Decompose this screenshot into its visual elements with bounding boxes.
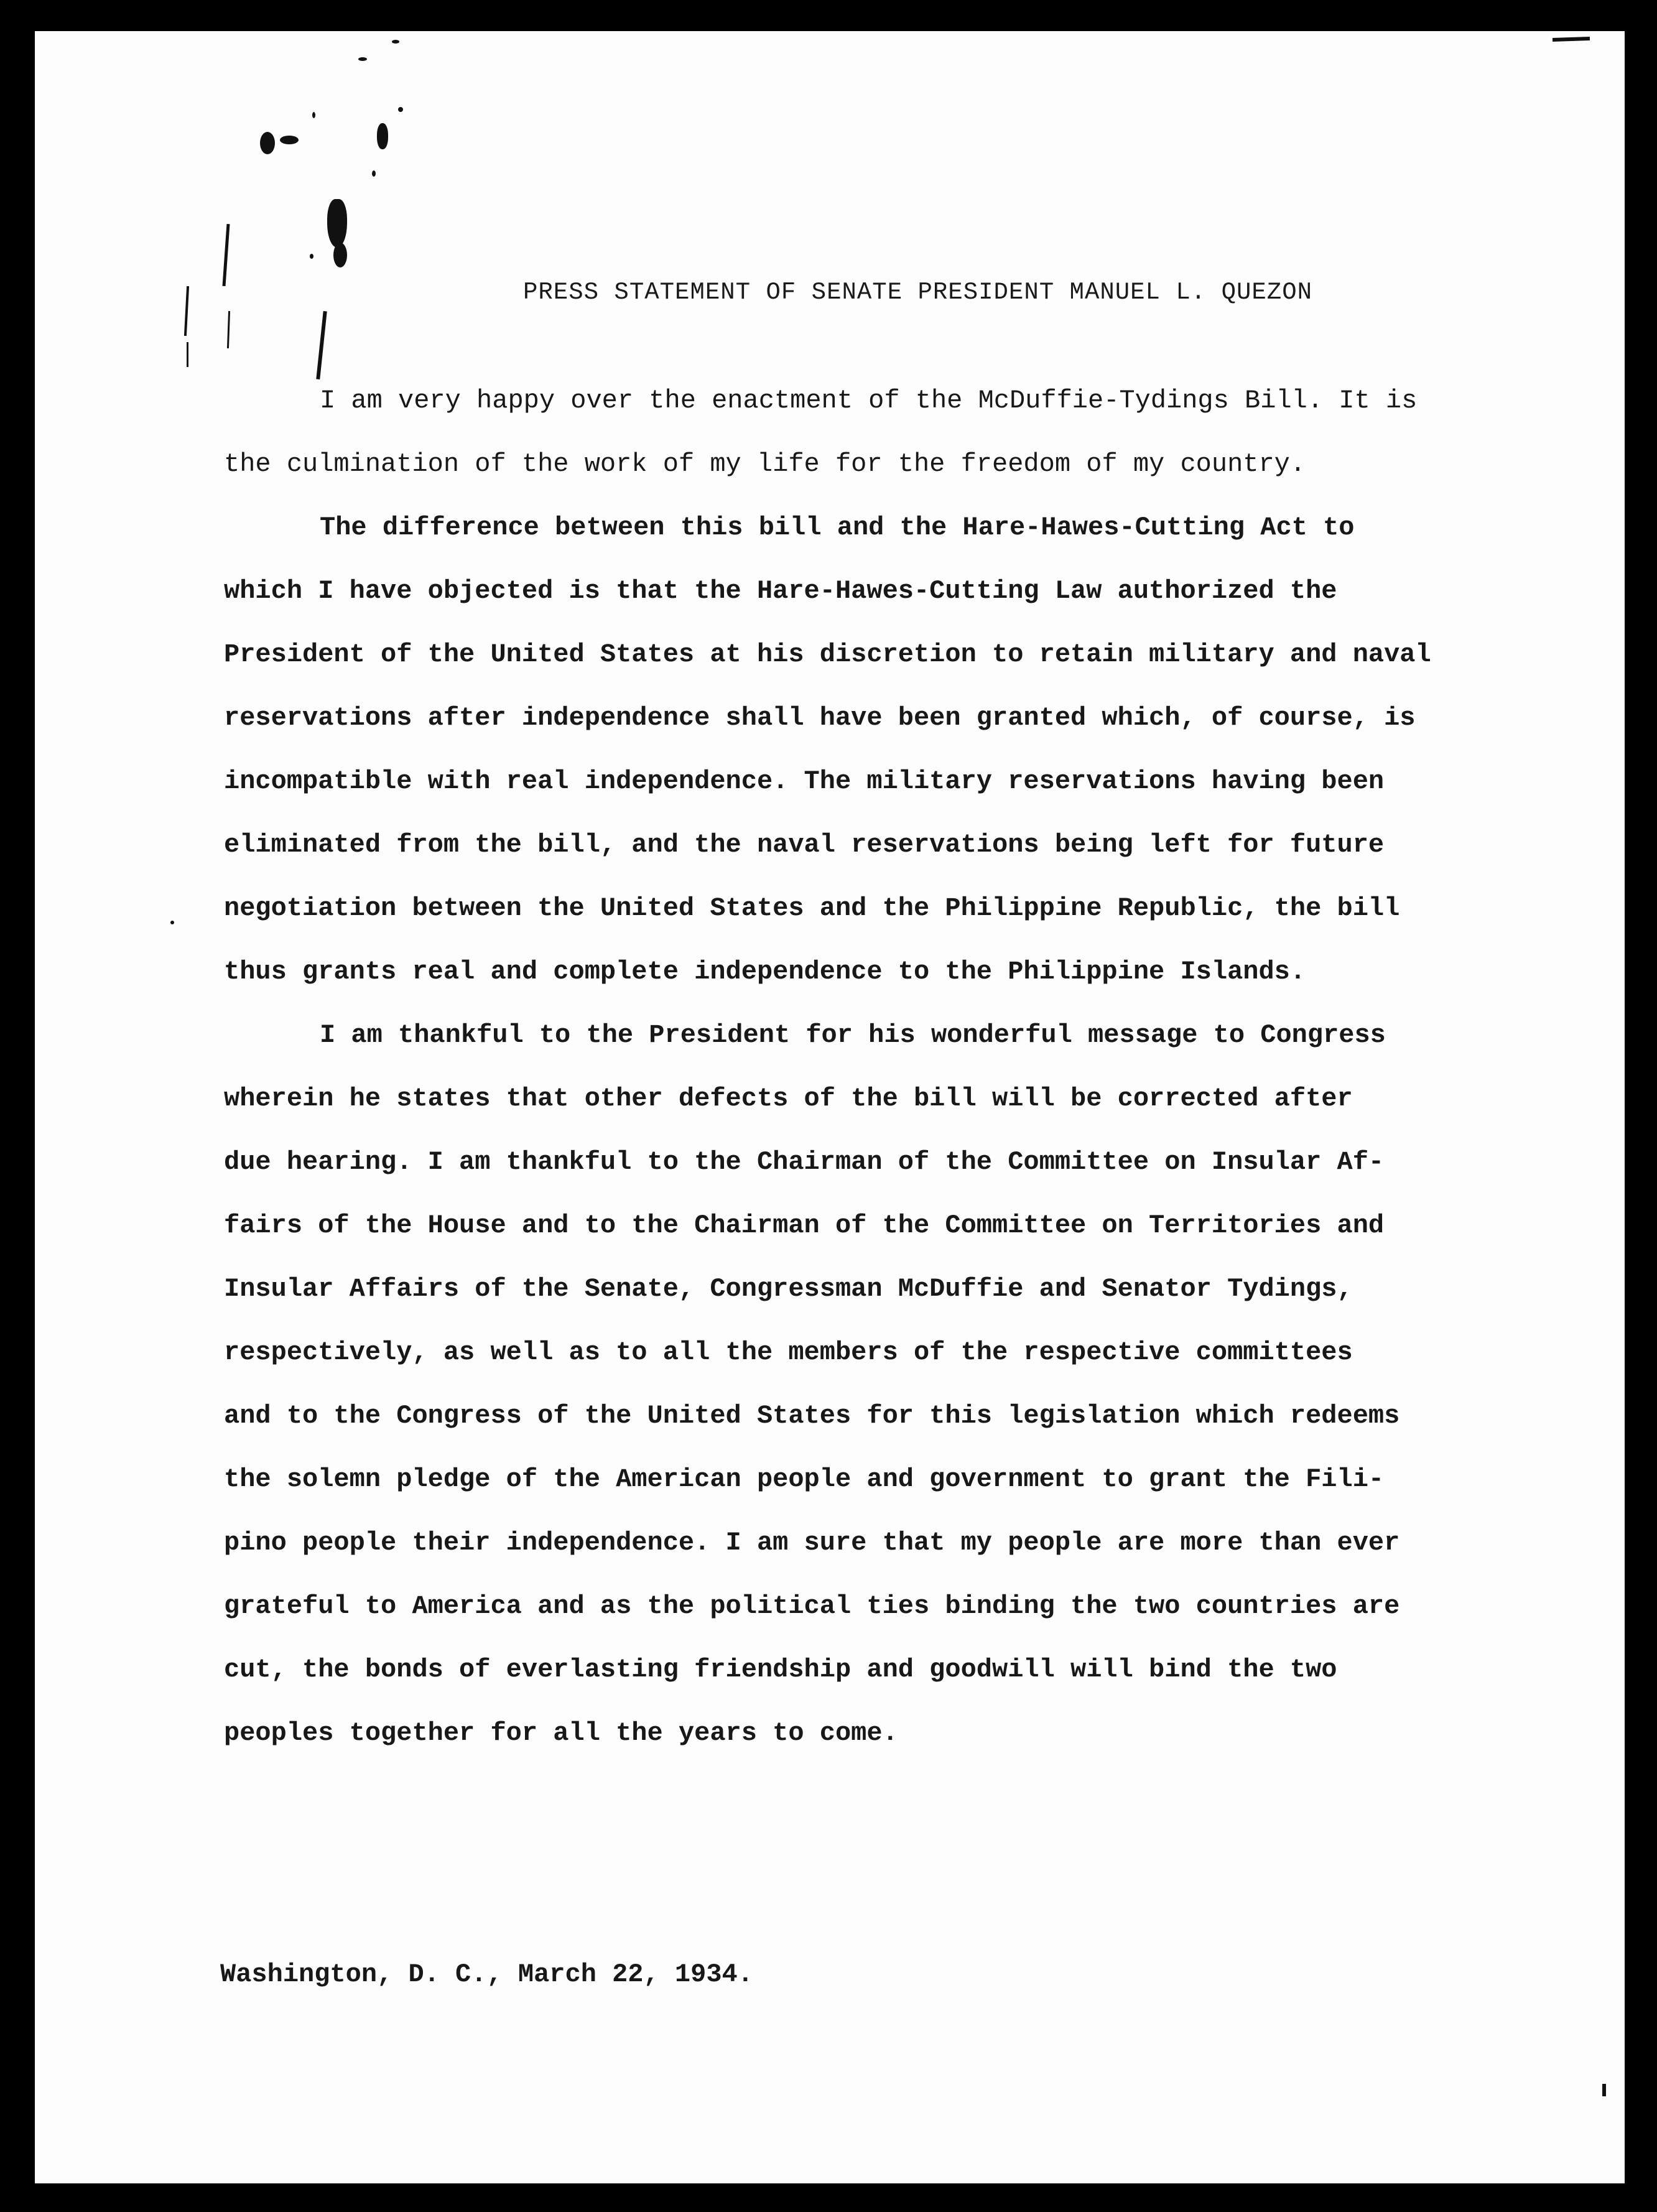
text-line: cut, the bonds of everlasting friendship and goodwill will bind the two [224, 1655, 1337, 1685]
text-line: The difference between this bill and the Hare-Hawes-Cutting Act to [320, 513, 1355, 542]
document-title: PRESS STATEMENT OF SENATE PRESIDENT MANUEL L. QUEZON [523, 279, 1312, 306]
text-line: Insular Affairs of the Senate, Congressman McDuffie and Senator Tydings, [224, 1274, 1353, 1304]
text-line: respectively, as well as to all the members of the respective committees [224, 1337, 1353, 1367]
text-line: the solemn pledge of the American people and government to grant the Fili- [224, 1464, 1385, 1494]
document-page [35, 31, 1625, 2183]
text-line: and to the Congress of the United States for this legislation which redeems [224, 1401, 1400, 1431]
text-line: which I have objected is that the Hare-Hawes-Cutting Law authorized the [224, 576, 1337, 606]
text-line: negotiation between the United States and the Philippine Republic, the bill [224, 893, 1400, 923]
text-line: eliminated from the bill, and the naval reservations being left for future [224, 830, 1385, 860]
text-line: President of the United States at his discretion to retain military and naval [224, 639, 1431, 669]
text-line: wherein he states that other defects of the bill will be corrected after [224, 1084, 1353, 1113]
dateline: Washington, D. C., March 22, 1934. [220, 1959, 753, 1989]
text-line: grateful to America and as the political ties binding the two countries are [224, 1591, 1400, 1621]
text-line: incompatible with real independence. The military reservations having been [224, 766, 1385, 796]
text-line: reservations after independence shall have been granted which, of course, is [224, 703, 1416, 733]
text-line: the culmination of the work of my life for the freedom of my country. [224, 449, 1306, 479]
text-line: I am thankful to the President for his wonderful message to Congress [320, 1020, 1386, 1050]
text-line: peoples together for all the years to come. [224, 1718, 898, 1748]
text-line: thus grants real and complete independence to the Philippine Islands. [224, 957, 1306, 987]
text-line: pino people their independence. I am sure that my people are more than ever [224, 1528, 1400, 1558]
text-line: fairs of the House and to the Chairman of the Committee on Territories and [224, 1211, 1385, 1240]
text-line: due hearing. I am thankful to the Chairman of the Committee on Insular Af- [224, 1147, 1385, 1177]
text-line: I am very happy over the enactment of the McDuffie-Tydings Bill. It is [320, 386, 1418, 416]
